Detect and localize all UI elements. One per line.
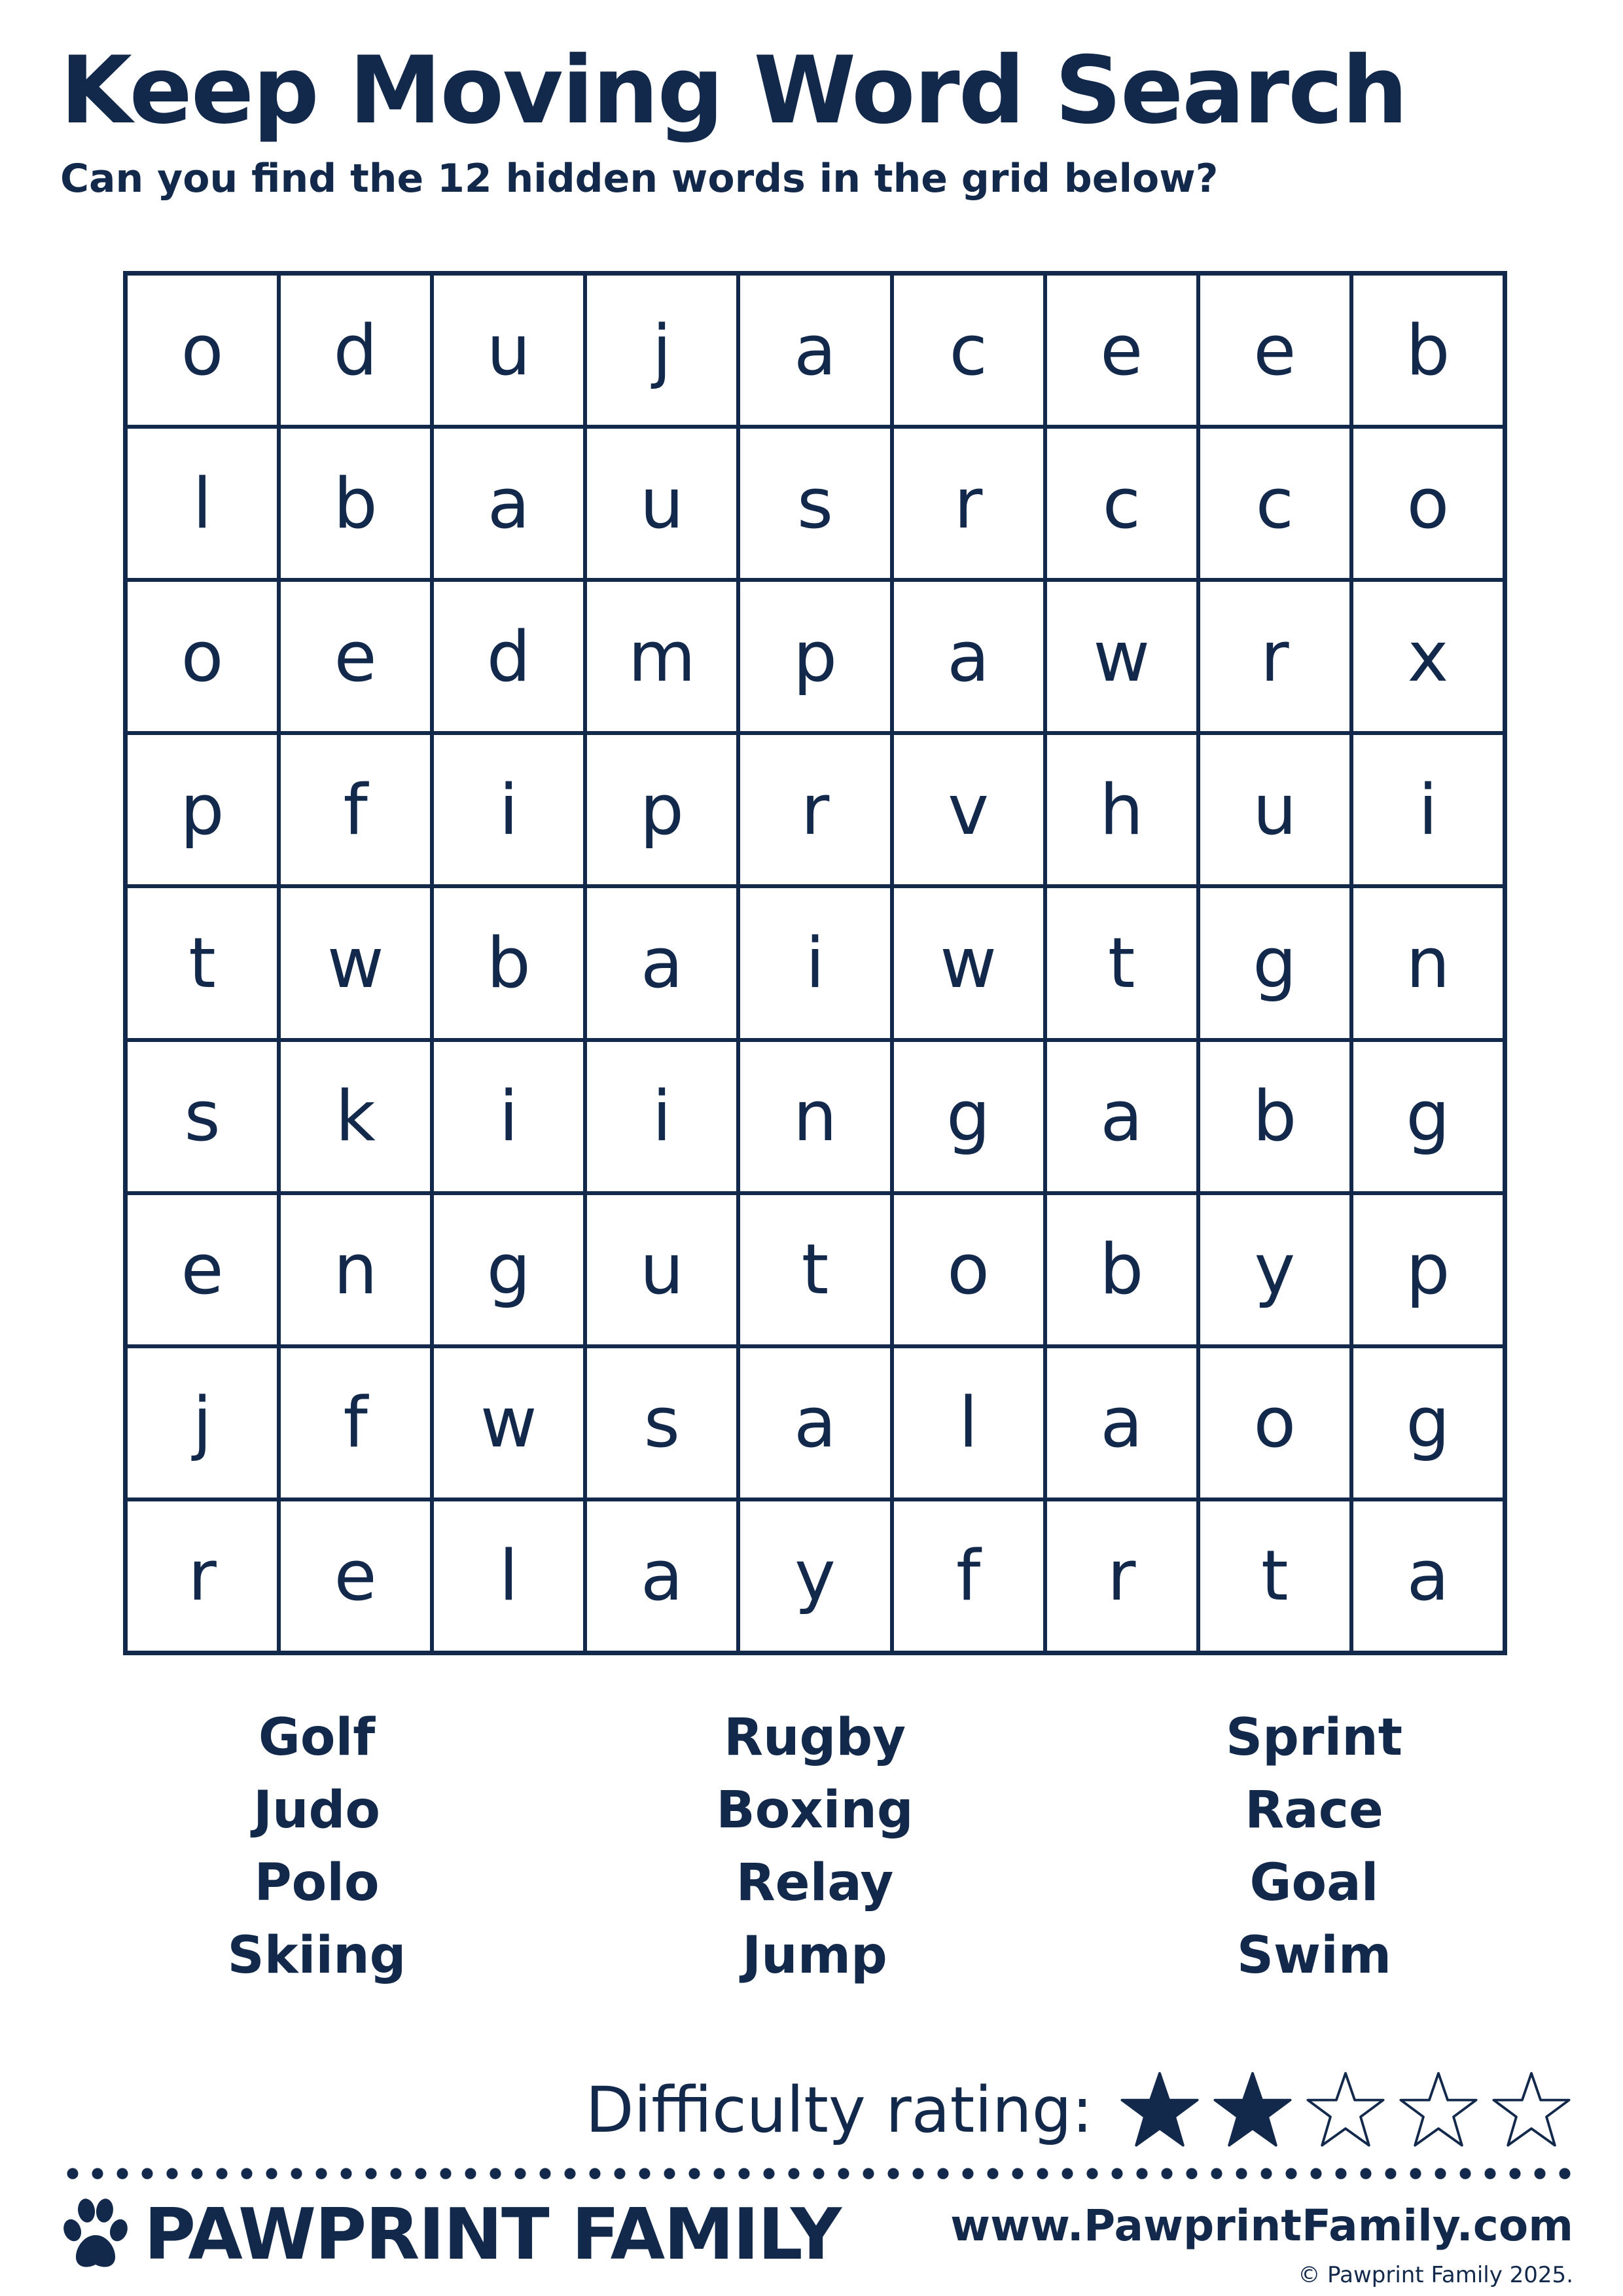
grid-cell[interactable]: f bbox=[279, 733, 432, 886]
grid-cell[interactable]: b bbox=[1351, 274, 1505, 427]
grid-cell[interactable]: h bbox=[1045, 733, 1198, 886]
grid-cell[interactable]: y bbox=[738, 1499, 891, 1653]
word-list-item: Race bbox=[1245, 1781, 1383, 1840]
grid-cell[interactable]: l bbox=[126, 427, 279, 580]
grid-cell[interactable]: t bbox=[126, 886, 279, 1039]
page-title: Keep Moving Word Search bbox=[60, 37, 1407, 145]
grid-cell[interactable]: r bbox=[1198, 580, 1351, 733]
grid-cell[interactable]: u bbox=[1198, 733, 1351, 886]
grid-cell[interactable]: r bbox=[1045, 1499, 1198, 1653]
grid-cell[interactable]: f bbox=[892, 1499, 1045, 1653]
grid-cell[interactable]: a bbox=[1351, 1499, 1505, 1653]
grid-cell[interactable]: p bbox=[738, 580, 891, 733]
grid-cell[interactable]: c bbox=[892, 274, 1045, 427]
grid-cell[interactable]: a bbox=[892, 580, 1045, 733]
word-list-item: Judo bbox=[253, 1781, 380, 1840]
grid-cell[interactable]: o bbox=[126, 274, 279, 427]
grid-cell[interactable]: b bbox=[279, 427, 432, 580]
word-list-item: Swim bbox=[1236, 1926, 1392, 1985]
grid-cell[interactable]: g bbox=[432, 1193, 585, 1346]
grid-cell[interactable]: t bbox=[1045, 886, 1198, 1039]
difficulty-label: Difficulty rating: bbox=[585, 2073, 1093, 2147]
grid-cell[interactable]: g bbox=[892, 1040, 1045, 1193]
grid-cell[interactable]: a bbox=[1045, 1040, 1198, 1193]
grid-cell[interactable]: e bbox=[126, 1193, 279, 1346]
grid-cell[interactable]: n bbox=[738, 1040, 891, 1193]
grid-cell[interactable]: u bbox=[585, 1193, 738, 1346]
grid-cell[interactable]: p bbox=[585, 733, 738, 886]
word-list-column-3 bbox=[1118, 1702, 1510, 1992]
star-icon bbox=[1118, 2068, 1202, 2152]
page-subtitle: Can you find the 12 hidden words in the grid below? bbox=[60, 156, 1219, 202]
word-list-item: Polo bbox=[254, 1854, 380, 1912]
star-icon bbox=[1489, 2068, 1573, 2152]
word-list-item: Sprint bbox=[1225, 1708, 1403, 1767]
word-list-item: Boxing bbox=[716, 1781, 914, 1840]
grid-cell[interactable]: r bbox=[126, 1499, 279, 1653]
grid-cell[interactable]: a bbox=[585, 1499, 738, 1653]
grid-cell[interactable]: f bbox=[279, 1346, 432, 1499]
grid-cell[interactable]: b bbox=[1045, 1193, 1198, 1346]
word-list-column-1 bbox=[120, 1702, 513, 1992]
grid-cell[interactable]: n bbox=[1351, 886, 1505, 1039]
grid-cell[interactable]: m bbox=[585, 580, 738, 733]
brand-name: PAWPRINT FAMILY bbox=[144, 2194, 841, 2276]
grid-cell[interactable]: c bbox=[1198, 427, 1351, 580]
difficulty-rating bbox=[586, 2068, 1573, 2152]
copyright-notice: © Pawprint Family 2025. bbox=[1298, 2262, 1573, 2288]
grid-cell[interactable]: b bbox=[1198, 1040, 1351, 1193]
grid-cell[interactable]: p bbox=[126, 733, 279, 886]
grid-cell[interactable]: j bbox=[585, 274, 738, 427]
grid-cell[interactable]: g bbox=[1351, 1040, 1505, 1193]
star-icon bbox=[1211, 2068, 1294, 2152]
grid-cell[interactable]: i bbox=[432, 733, 585, 886]
grid-cell[interactable]: v bbox=[892, 733, 1045, 886]
word-list-column-2 bbox=[618, 1702, 1011, 1992]
grid-cell[interactable]: g bbox=[1351, 1346, 1505, 1499]
grid-cell[interactable]: r bbox=[738, 733, 891, 886]
grid-cell[interactable]: n bbox=[279, 1193, 432, 1346]
grid-cell[interactable]: i bbox=[1351, 733, 1505, 886]
grid-cell[interactable]: u bbox=[432, 274, 585, 427]
grid-cell[interactable]: s bbox=[585, 1346, 738, 1499]
grid-cell[interactable]: s bbox=[126, 1040, 279, 1193]
word-list-item: Rugby bbox=[723, 1708, 906, 1767]
grid-cell[interactable]: i bbox=[738, 886, 891, 1039]
grid-cell[interactable]: o bbox=[1351, 427, 1505, 580]
brand-logo bbox=[60, 2194, 840, 2276]
paw-icon bbox=[60, 2197, 131, 2274]
dotted-divider bbox=[60, 2168, 1573, 2179]
grid-cell[interactable]: s bbox=[738, 427, 891, 580]
grid-cell[interactable]: a bbox=[1045, 1346, 1198, 1499]
word-list-item: Skiing bbox=[227, 1926, 406, 1985]
grid-cell[interactable]: w bbox=[892, 886, 1045, 1039]
grid-cell[interactable]: t bbox=[1198, 1499, 1351, 1653]
grid-cell[interactable]: u bbox=[585, 427, 738, 580]
word-search-grid bbox=[123, 271, 1507, 1655]
grid-cell[interactable]: i bbox=[585, 1040, 738, 1193]
grid-cell[interactable]: g bbox=[1198, 886, 1351, 1039]
grid-cell[interactable]: t bbox=[738, 1193, 891, 1346]
grid-cell[interactable]: w bbox=[1045, 580, 1198, 733]
grid-cell[interactable]: d bbox=[279, 274, 432, 427]
star-icon bbox=[1304, 2068, 1387, 2152]
grid-cell[interactable]: a bbox=[432, 427, 585, 580]
grid-cell[interactable]: w bbox=[432, 1346, 585, 1499]
grid-cell[interactable]: p bbox=[1351, 1193, 1505, 1346]
grid-cell[interactable]: o bbox=[1198, 1346, 1351, 1499]
star-icon bbox=[1397, 2068, 1480, 2152]
grid-cell[interactable]: e bbox=[1198, 274, 1351, 427]
word-list-item: Relay bbox=[736, 1854, 894, 1912]
grid-cell[interactable]: l bbox=[892, 1346, 1045, 1499]
grid-cell[interactable]: b bbox=[432, 886, 585, 1039]
grid-cell[interactable]: a bbox=[738, 274, 891, 427]
word-list-item: Jump bbox=[742, 1926, 887, 1985]
word-list-item: Golf bbox=[258, 1708, 376, 1767]
website-link[interactable]: www.PawprintFamily.com bbox=[950, 2200, 1573, 2251]
word-list-item: Goal bbox=[1249, 1854, 1379, 1912]
grid-cell[interactable]: c bbox=[1045, 427, 1198, 580]
grid-cell[interactable]: y bbox=[1198, 1193, 1351, 1346]
grid-cell[interactable]: e bbox=[279, 1499, 432, 1653]
grid-cell[interactable]: x bbox=[1351, 580, 1505, 733]
grid-cell[interactable]: d bbox=[432, 580, 585, 733]
grid-cell[interactable]: a bbox=[585, 886, 738, 1039]
grid-cell[interactable]: r bbox=[892, 427, 1045, 580]
grid-cell[interactable]: a bbox=[738, 1346, 891, 1499]
grid-cell[interactable]: j bbox=[126, 1346, 279, 1499]
grid-cell[interactable]: w bbox=[279, 886, 432, 1039]
grid-cell[interactable]: o bbox=[126, 580, 279, 733]
grid-cell[interactable]: i bbox=[432, 1040, 585, 1193]
grid-cell[interactable]: e bbox=[279, 580, 432, 733]
grid-cell[interactable]: l bbox=[432, 1499, 585, 1653]
grid-cell[interactable]: k bbox=[279, 1040, 432, 1193]
grid-cell[interactable]: o bbox=[892, 1193, 1045, 1346]
grid-cell[interactable]: e bbox=[1045, 274, 1198, 427]
